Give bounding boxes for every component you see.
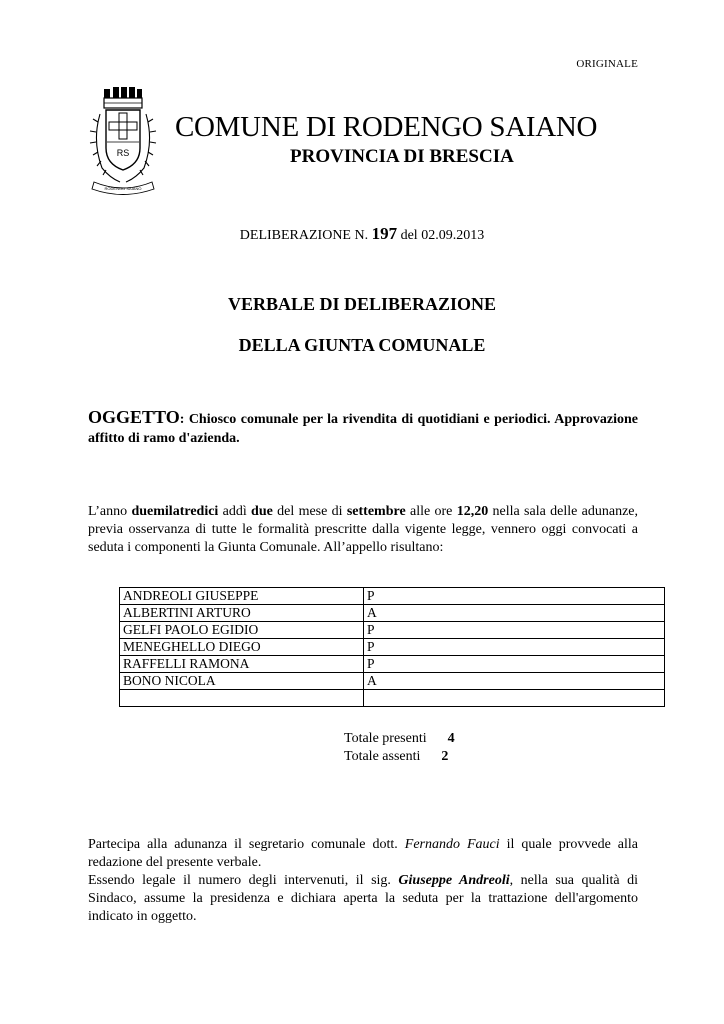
table-row	[120, 656, 665, 673]
total-absent-row	[344, 748, 455, 766]
member-status: A	[364, 673, 665, 690]
intro-text: alle ore	[405, 504, 457, 519]
member-name: MENEGHELLO DIEGO	[120, 639, 364, 656]
attendance-table	[119, 587, 665, 707]
member-status: P	[364, 639, 665, 656]
table-row	[120, 622, 665, 639]
intro-text: del mese di	[272, 504, 347, 519]
deliberation-number: 197	[371, 224, 398, 243]
deliberation-number-line	[0, 224, 724, 244]
shield-icon	[106, 110, 140, 170]
member-name: ANDREOLI GIUSEPPE	[120, 588, 364, 605]
closing-text: Partecipa alla adunanza il segretario comunale dott.	[88, 837, 405, 852]
subject-block	[88, 408, 638, 448]
intro-day: due	[251, 504, 273, 519]
intro-text: nella sala delle adunanze, previa osservanza di tutte le formalità prescritte dalla vigente legge, vennero oggi convocati a seduta i componenti la Giunta Comunale. All’appello risultano:	[88, 504, 638, 555]
intro-text: L’anno	[88, 504, 132, 519]
section-heading-1: VERBALE DI DELIBERAZIONE	[227, 294, 497, 314]
member-status: P	[364, 656, 665, 673]
province-subtitle: PROVINCIA DI BRESCIA	[290, 146, 514, 167]
member-name: RAFFELLI RAMONA	[120, 656, 364, 673]
closing-text: , nella sua qualità di Sindaco, assume la presidenza e dichiara aperta la seduta per la trattazione dell'argomento indicato in oggetto.	[88, 873, 638, 924]
closing-text: il quale provvede alla redazione del presente verbale.	[88, 837, 638, 870]
intro-paragraph	[88, 503, 638, 557]
total-present-value: 4	[447, 731, 455, 746]
ribbon-icon	[92, 182, 154, 195]
page-title: COMUNE DI RODENGO SAIANO	[175, 111, 598, 143]
table-row	[120, 673, 665, 690]
member-status	[364, 690, 665, 707]
secretary-name: Fernando Fauci	[404, 837, 500, 852]
table-row	[120, 588, 665, 605]
total-absent-label: Totale assenti	[344, 749, 421, 764]
closing-text: Essendo legale il numero degli intervenuti, il sig.	[88, 873, 399, 888]
subject-text: : Chiosco comunale per la rivendita di quotidiani e periodici. Approvazione affitto di ramo d'azienda.	[88, 412, 638, 446]
intro-year: duemilatredici	[131, 504, 219, 519]
deliberation-date: del 02.09.2013	[400, 228, 485, 243]
closing-paragraph	[88, 836, 638, 926]
member-status: P	[364, 622, 665, 639]
table-row	[120, 639, 665, 656]
crest-ribbon-text: RODENGO SAIANO	[104, 186, 142, 191]
crest-logo	[88, 86, 158, 196]
subject-label: OGGETTO	[88, 407, 180, 427]
deliberation-label: DELIBERAZIONE N.	[239, 228, 369, 243]
member-name: GELFI PAOLO EGIDIO	[120, 622, 364, 639]
member-name: ALBERTINI ARTURO	[120, 605, 364, 622]
crest-letters: RS	[116, 148, 130, 158]
mayor-name: Giuseppe Andreoli	[398, 873, 510, 888]
total-absent-value: 2	[441, 749, 449, 764]
intro-time: 12,20	[456, 504, 489, 519]
totals-block	[344, 730, 455, 766]
member-name	[120, 690, 364, 707]
section-heading-2: DELLA GIUNTA COMUNALE	[238, 335, 486, 355]
total-present-row	[344, 730, 455, 748]
total-present-label: Totale presenti	[344, 731, 427, 746]
intro-text: addì	[218, 504, 252, 519]
member-status: P	[364, 588, 665, 605]
crown-icon	[104, 87, 142, 108]
table-row	[120, 605, 665, 622]
intro-month: settembre	[346, 504, 406, 519]
originale-label: ORIGINALE	[576, 58, 638, 70]
member-status: A	[364, 605, 665, 622]
table-row	[120, 690, 665, 707]
member-name: BONO NICOLA	[120, 673, 364, 690]
